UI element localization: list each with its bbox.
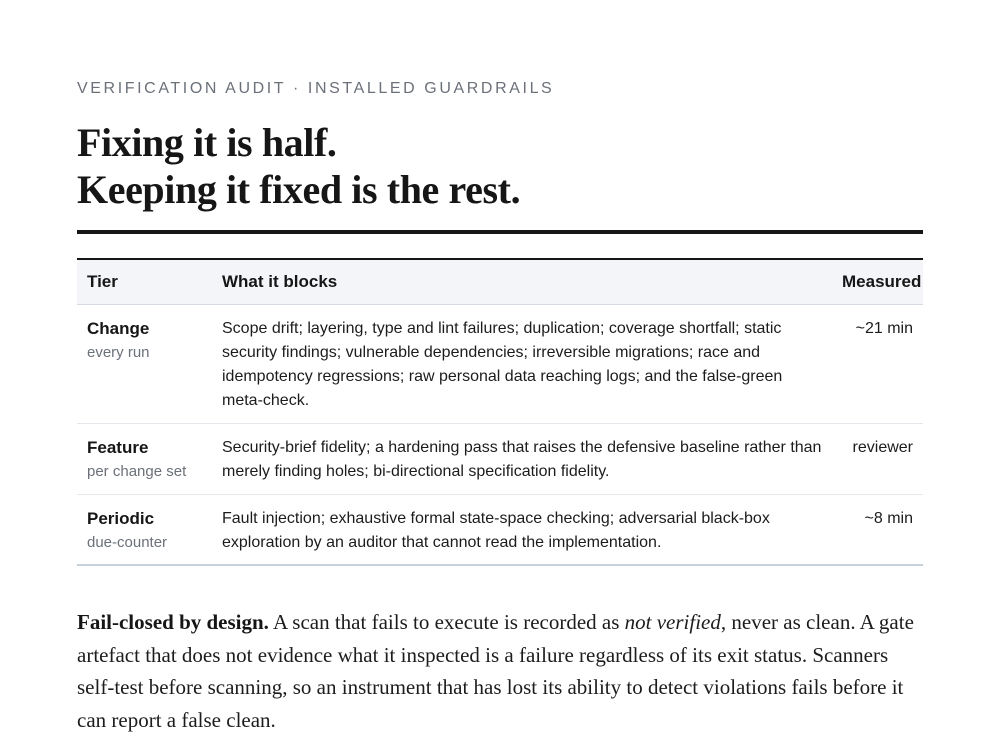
blocks-cell: Scope drift; layering, type and lint failures; duplication; coverage shortfall; static security findings; vulnerable dependencies; irreversible migrations; race and idempotency regressions; raw personal data reaching logs; and the false-green meta-check. [212,305,832,424]
headline-line-2: Keeping it fixed is the rest. [77,167,521,212]
tier-cadence: per change set [87,463,187,480]
tier-name: Feature [87,438,149,457]
headline-line-1: Fixing it is half. [77,120,337,165]
table-row [77,495,923,566]
table-body [77,305,923,566]
table-header [77,259,923,305]
column-header-tier: Tier [77,259,212,305]
table-header-row [77,259,923,305]
guardrail-tiers-table [77,258,923,566]
measured-cell: ~8 min [832,495,923,566]
tier-name: Periodic [87,509,155,528]
note-text-2: , never as clean. A gate artefact that does not evidence what it inspected is a failure regardless of its exit status. Scanners self-test before scanning, so an instrument that has lost its ability to detect violations fails before it can report a false clean. [77,610,914,732]
tier-cadence: every run [87,344,150,361]
section-kicker: VERIFICATION AUDIT · INSTALLED GUARDRAILS [77,80,555,97]
table-row [77,424,923,495]
tier-cell [77,424,212,495]
table-row [77,305,923,424]
fail-closed-note [77,606,923,736]
blocks-cell: Fault injection; exhaustive formal state-space checking; adversarial black-box exploration by an auditor that cannot read the implementation. [212,495,832,566]
tier-cell [77,305,212,424]
heavy-divider [77,230,923,234]
note-text-1: A scan that fails to execute is recorded as [268,610,625,634]
tier-cadence: due-counter [87,534,168,551]
measured-cell: ~21 min [832,305,923,424]
page-headline [77,119,520,213]
column-header-measured: Measured [832,259,923,305]
column-header-blocks: What it blocks [212,259,832,305]
tier-name: Change [87,319,150,338]
blocks-cell: Security-brief fidelity; a hardening pass that raises the defensive baseline rather than merely finding holes; bi-directional specification fidelity. [212,424,832,495]
note-lead: Fail-closed by design. [77,610,269,634]
note-emphasis: not verified [624,610,721,634]
tier-cell [77,495,212,566]
measured-cell: reviewer [832,424,923,495]
